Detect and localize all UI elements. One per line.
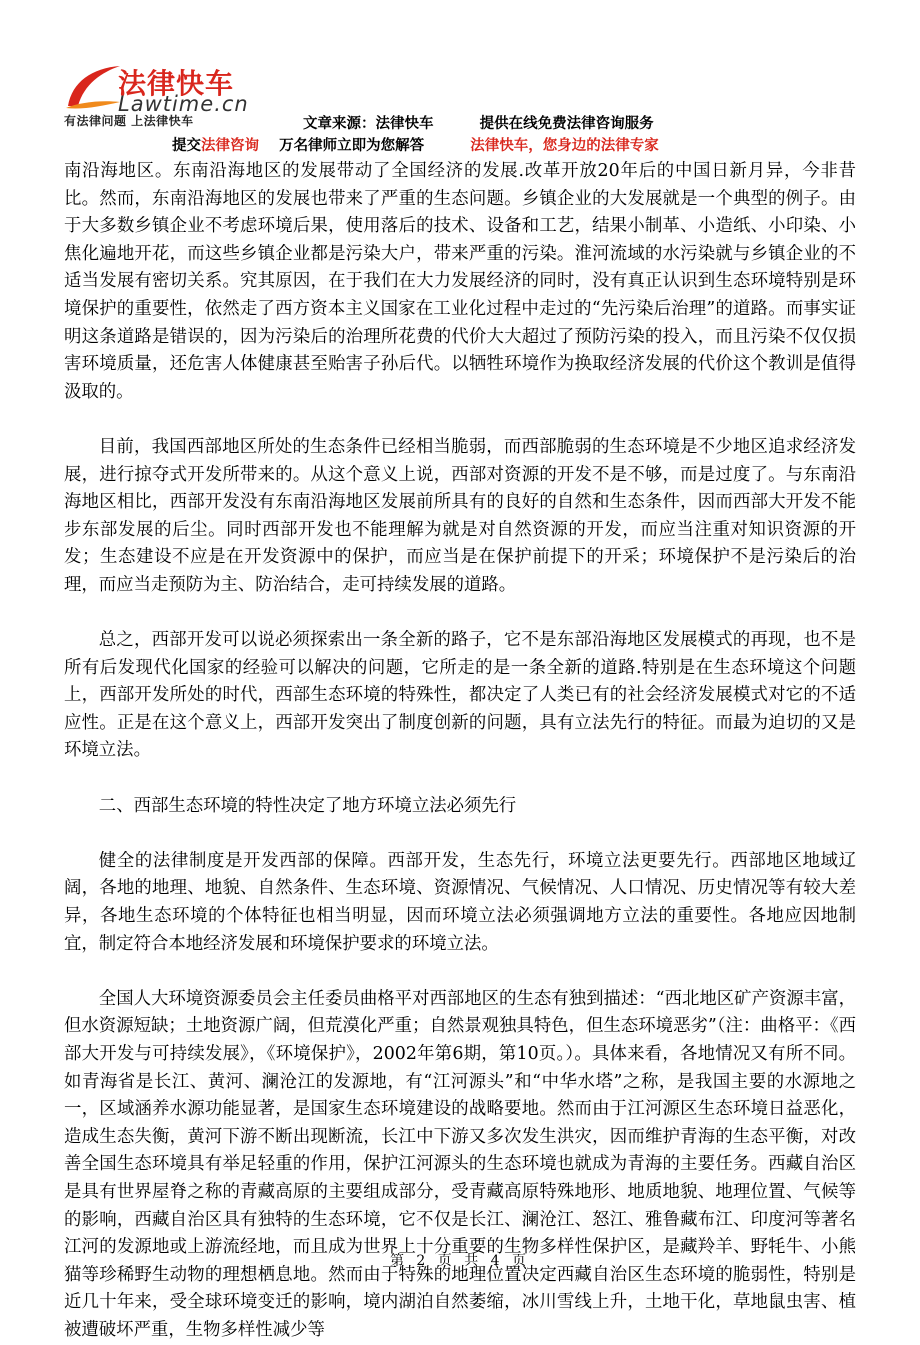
legal-consult-link[interactable]: 法律咨询 [201,137,259,154]
page-header [0,0,920,160]
paragraph-4: 健全的法律制度是开发西部的保障。西部开发，生态先行，环境立法更要先行。西部地区地域辽阔，各地的地理、地貌、自然条件、生态环境、资源情况、气候情况、人口情况、历史情况等有较大差异，各地生态环境的个体特征也相当明显，因而环境立法必须强调地方立法的重要性。各地应因地制宜，制定符合本地经济发展和环境保护要求的环境立法。 [64,850,856,954]
section-heading: 二、西部生态环境的特性决定了地方环境立法必须先行 [98,795,517,816]
logo-swoosh-icon [62,62,122,112]
submit-prefix: 提交 [172,137,201,154]
header-tagline: 法律快车，您身边的法律专家 [470,137,659,154]
logo-slogan: 有法律问题 上法律快车 [64,114,194,128]
lawyers-text: 万名律师立即为您解答 [279,137,425,154]
header-line-2 [172,134,659,155]
page-indicator: 第 2 页 共 4 页 [389,1253,531,1269]
header-line-1 [303,112,654,133]
source-label: 文章来源：法律快车 [303,115,434,132]
service-text: 提供在线免费法律咨询服务 [479,115,654,132]
paragraph-5: 全国人大环境资源委员会主任委员曲格平对西部地区的生态有独到描述：“西北地区矿产资源丰富，但水资源短缺；土地资源广阔，但荒漠化严重；自然景观独具特色，但生态环境恶劣”（注：曲格平：《西部大开发与可持续发展》，《环境保护》，2002年第6期，第10页。）。具体来看，各地情况又有所不同。如青海省是长江、黄河、澜沧江的发源地，有“江河源头”和“中华水塔”之称，是我国主要的水源地之一，区域涵养水源功能显著，是国家生态环境建设的战略要地。然而由于江河源区生态环境日益恶化，造成生态失衡，黄河下游不断出现断流，长江中下游又多次发生洪灾，因而维护青海的生态平衡，对改善全国生态环境具有举足轻重的作用，保护江河源头的生态环境也就成为青海的主要任务。西藏自治区是具有世界屋脊之称的青藏高原的主要组成部分，受青藏高原特殊地形、地质地貌、地理位置、气候等的影响，西藏自治区具有独特的生态环境，它不仅是长江、澜沧江、怒江、雅鲁藏布江、印度河等著名江河的发源地或上游流经地，而且成为世界上十分重要的生物多样性保护区，是藏羚羊、野牦牛、小熊猫等珍稀野生动物的理想栖息地。然而由于特殊的地理位置决定西藏自治区生态环境的脆弱性，特别是近几十年来，受全球环境变迁的影响，境内湖泊自然萎缩，冰川雪线上升，土地干化，草地鼠虫害、植被遭破坏严重，生物多样性减少等 [64,988,856,1340]
paragraph-2: 目前，我国西部地区所处的生态条件已经相当脆弱，而西部脆弱的生态环境是不少地区追求经济发展，进行掠夺式开发所带来的。从这个意义上说，西部对资源的开发不是不够，而是过度了。与东南沿海地区相比，西部开发没有东南沿海地区发展前所具有的良好的自然和生态条件，因而西部大开发不能步东部发展的后尘。同时西部开发也不能理解为就是对自然资源的开发，而应当注重对知识资源的开发；生态建设不应是在开发资源中的保护，而应当是在保护前提下的开采；环境保护不是污染后的治理，而应当走预防为主、防治结合，走可持续发展的道路。 [64,436,856,595]
lawtime-logo[interactable] [62,62,262,128]
paragraph-3: 总之，西部开发可以说必须探索出一条全新的路子，它不是东部沿海地区发展模式的再现，也不是所有后发现代化国家的经验可以解决的问题，它所走的是一条全新的道路.特别是在生态环境这个问题上，西部开发所处的时代，西部生态环境的特殊性，都决定了人类已有的社会经济发展模式对它的不适应性。正是在这个意义上，西部开发突出了制度创新的问题，具有立法先行的特征。而最为迫切的又是环境立法。 [64,630,856,761]
logo-brand-en: Lawtime.cn [118,92,249,116]
logo-brand-cn: 法律快车 [118,67,235,100]
article-body [64,158,856,1345]
paragraph-1: 南沿海地区。东南沿海地区的发展带动了全国经济的发展.改革开放20年后的中国日新月异，今非昔比。然而，东南沿海地区的发展也带来了严重的生态问题。乡镇企业的大发展就是一个典型的例子。由于大多数乡镇企业不考虑环境后果，使用落后的技术、设备和工艺，结果小制革、小造纸、小印染、小焦化遍地开花，而这些乡镇企业都是污染大户，带来严重的污染。淮河流域的水污染就与乡镇企业的不适当发展有密切关系。究其原因，在于我们在大力发展经济的同时，没有真正认识到生态环境特别是环境保护的重要性，依然走了西方资本主义国家在工业化过程中走过的“先污染后治理”的道路。而事实证明这条道路是错误的，因为污染后的治理所花费的代价大大超过了预防污染的投入，而且污染不仅仅损害环境质量，还危害人体健康甚至贻害子孙后代。以牺牲环境作为换取经济发展的代价这个教训是值得汲取的。 [64,161,856,402]
